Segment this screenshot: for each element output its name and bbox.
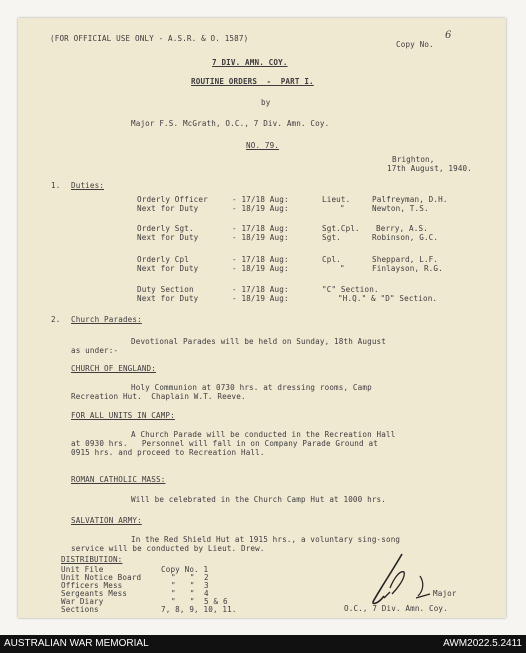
section-title: SALVATION ARMY: (71, 516, 142, 525)
duty-name: Palfreyman, D.H. (372, 195, 448, 204)
duty-role: Next for Duty (137, 294, 199, 303)
distribution-recipient: Unit File (61, 565, 104, 574)
distribution-copy: " " 4 (171, 589, 209, 598)
section-line: In the Red Shield Hut at 1915 hrs., a voluntary sing-song (131, 535, 401, 544)
archive-name: AUSTRALIAN WAR MEMORIAL (4, 638, 149, 649)
signature-title: O.C., 7 Div. Amn. Coy. (344, 604, 448, 613)
section-line: at 0930 hrs. Personnel will fall in on Company Parade Ground at (71, 439, 378, 448)
church-number: 2. (51, 315, 61, 324)
duty-name: Robinson, G.C. (372, 233, 439, 242)
distribution-recipient: Sergeants Mess (61, 589, 128, 598)
restricted-notice: (FOR OFFICIAL USE ONLY - A.S.R. & O. 1587) (50, 34, 249, 43)
place: Brighton, (392, 155, 435, 164)
duty-role: Next for Duty (137, 233, 199, 242)
duty-date: - 17/18 Aug: (232, 255, 289, 264)
archive-reference: AWM2022.5.2411 (443, 638, 522, 649)
copy-label: Copy No. (396, 40, 434, 49)
duty-role: Duty Section (137, 285, 194, 294)
duty-role: Next for Duty (137, 264, 199, 273)
duty-date: - 18/19 Aug: (232, 233, 289, 242)
distribution-recipient: Unit Notice Board (61, 573, 142, 582)
duty-assignment: "H.Q." & "D" Section. (338, 294, 438, 303)
unit-title: 7 DIV. AMN. COY. (212, 58, 288, 67)
duty-rank: " (340, 204, 345, 213)
duty-rank: Sgt.Cpl. (322, 224, 360, 233)
duty-date: - 18/19 Aug: (232, 204, 289, 213)
duty-name: Berry, A.S. (376, 224, 428, 233)
duty-date: - 17/18 Aug: (232, 285, 289, 294)
church-intro-cont: as under:- (71, 346, 119, 355)
section-line: Will be celebrated in the Church Camp Hut at 1000 hrs. (131, 495, 386, 504)
duties-number: 1. (51, 181, 61, 190)
section-title: CHURCH OF ENGLAND: (71, 364, 156, 373)
duty-rank: Cpl. (322, 255, 341, 264)
church-heading: Church Parades: (71, 315, 142, 324)
section-line: A Church Parade will be conducted in the Recreation Hall (131, 430, 396, 439)
duty-name: Newton, T.S. (372, 204, 429, 213)
duty-date: - 17/18 Aug: (232, 195, 289, 204)
order-number: NO. 79. (246, 141, 280, 150)
author-line: Major F.S. McGrath, O.C., 7 Div. Amn. Coy. (131, 119, 330, 128)
duty-rank: Lieut. (322, 195, 351, 204)
section-line: Holy Communion at 0730 hrs. at dressing rooms, Camp (131, 383, 372, 392)
duty-rank: Sgt. (322, 233, 341, 242)
section-line: 0915 hrs. and proceed to Recreation Hall. (71, 448, 265, 457)
by-line: by (261, 98, 271, 107)
duty-role: Orderly Sgt. (137, 224, 194, 233)
church-intro: Devotional Parades will be held on Sunday, 18th August (131, 337, 386, 346)
signature-rank: Major (433, 589, 457, 598)
distribution-copy: 7, 8, 9, 10, 11. (161, 605, 237, 614)
duty-name: Sheppard, L.F. (372, 255, 439, 264)
distribution-recipient: Officers Mess (61, 581, 123, 590)
section-line: Recreation Hut. Chaplain W.T. Reeve. (71, 392, 246, 401)
section-title: ROMAN CATHOLIC MASS: (71, 475, 166, 484)
distribution-copy: " " 5 & 6 (171, 597, 228, 606)
section-title: FOR ALL UNITS IN CAMP: (71, 411, 175, 420)
duty-role: Orderly Cpl (137, 255, 189, 264)
duties-heading: Duties: (71, 181, 105, 190)
duty-assignment: "C" Section. (322, 285, 379, 294)
distribution-heading: DISTRIBUTION: (61, 555, 123, 564)
date: 17th August, 1940. (387, 164, 472, 173)
copy-number: 6 (445, 30, 452, 41)
section-line: service will be conducted by Lieut. Drew. (71, 544, 265, 553)
distribution-recipient: Sections (61, 605, 99, 614)
distribution-copy: " " 3 (171, 581, 209, 590)
archive-footer (0, 635, 526, 653)
distribution-copy: Copy No. 1 (161, 565, 209, 574)
duty-date: - 18/19 Aug: (232, 294, 289, 303)
orders-title: ROUTINE ORDERS - PART I. (191, 77, 314, 86)
duty-role: Next for Duty (137, 204, 199, 213)
duty-role: Orderly Officer (137, 195, 208, 204)
distribution-recipient: War Diary (61, 597, 104, 606)
distribution-copy: " " 2 (171, 573, 209, 582)
duty-date: - 18/19 Aug: (232, 264, 289, 273)
duty-rank: " (340, 264, 345, 273)
duty-date: - 17/18 Aug: (232, 224, 289, 233)
duty-name: Finlayson, R.G. (372, 264, 443, 273)
